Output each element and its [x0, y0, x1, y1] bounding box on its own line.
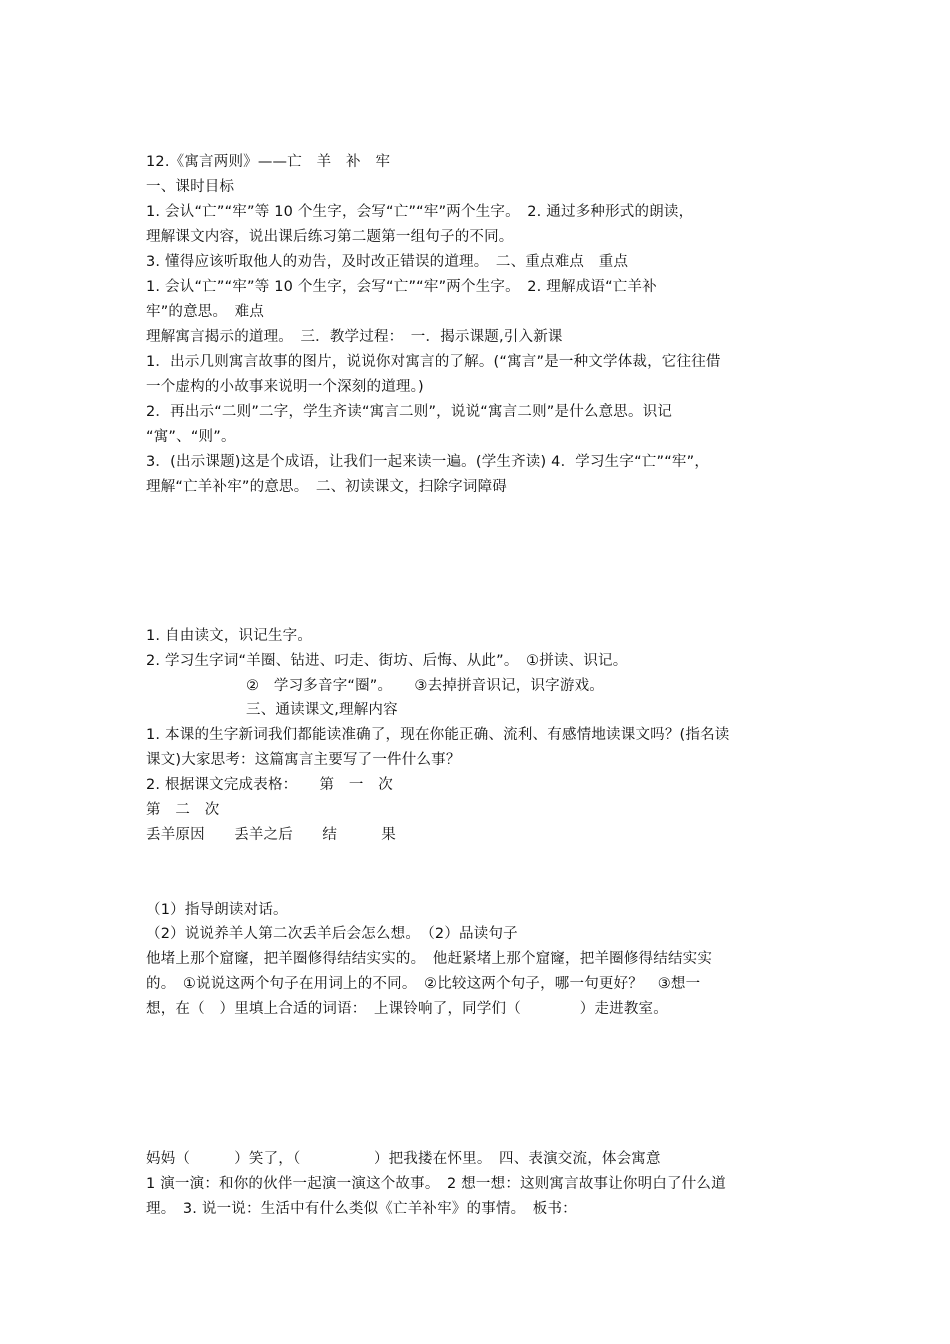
text-line: 2. 根据课文完成表格： 第 一 次 — [146, 777, 393, 793]
text-line: 2．再出示“二则”二字，学生齐读“寓言二则”，说说“寓言二则”是什么意思。识记 — [146, 404, 673, 420]
text-line: 妈妈（ ）笑了，（ ）把我搂在怀里。 四、表演交流，体会寓意 — [146, 1151, 661, 1167]
text-line: 想，在（ ）里填上合适的词语： 上课铃响了，同学们（ ）走进教室。 — [146, 1001, 668, 1017]
text-line: 3．(出示课题)这是个成语，让我们一起来读一遍。(学生齐读) 4．学习生字“亡”“牢”， — [146, 454, 710, 470]
doc-title: 12.《寓言两则》——亡 羊 补 牢 — [146, 154, 391, 170]
text-line: “寓”、“则”。 — [146, 429, 236, 445]
text-line: 1 演一演：和你的伙伴一起演一演这个故事。 2 想一想：这则寓言故事让你明白了什么道 — [146, 1176, 726, 1192]
text-line: 理解课文内容，说出课后练习第二题第一组句子的不同。 — [146, 229, 514, 245]
text-line: 理解寓言揭示的道理。 三．教学过程： 一．揭示课题,引入新课 — [146, 329, 563, 345]
text-line: 课文)大家思考：这篇寓言主要写了一件什么事？ — [146, 752, 461, 768]
text-line: 理。 3. 说一说：生活中有什么类似《亡羊补牢》的事情。 板书： — [146, 1201, 577, 1217]
text-line: 1. 自由读文，识记生字。 — [146, 628, 313, 644]
text-line: 他堵上那个窟窿，把羊圈修得结结实实的。 他赶紧堵上那个窟窿，把羊圈修得结结实实 — [146, 951, 713, 967]
text-line: 牢”的意思。 难点 — [146, 304, 265, 320]
text-line: （1）指导朗读对话。 — [146, 902, 288, 918]
text-line: 一个虚构的小故事来说明一个深刻的道理。) — [146, 379, 424, 395]
text-line: 1．出示几则寓言故事的图片，说说你对寓言的了解。(“寓言”是一种文学体裁，它往往借 — [146, 354, 721, 370]
text-line: 1. 本课的生字新词我们都能读准确了，现在你能正确、流利、有感情地读课文吗？(指名读 — [146, 727, 730, 743]
table-header-row: 丢羊原因 丢羊之后 结 果 — [146, 827, 396, 843]
text-line: 第 二 次 — [146, 802, 220, 818]
text-line: 理解“亡羊补牢”的意思。 二、初读课文，扫除字词障碍 — [146, 479, 507, 495]
text-line: （2）说说养羊人第二次丢羊后会怎么想。 （2）品读句子 — [146, 926, 518, 942]
text-line: ② 学习多音字“圈”。 ③去掉拼音识记，识字游戏。 — [246, 678, 604, 694]
section-heading-reading: 三、通读课文,理解内容 — [246, 702, 398, 718]
text-line: 2. 学习生字词“羊圈、钻进、叼走、街坊、后悔、从此”。 ①拼读、识记。 — [146, 653, 628, 669]
text-line: 的。 ①说说这两个句子在用词上的不同。 ②比较这两个句子，哪一句更好？ ③想一 — [146, 976, 701, 992]
section-heading-objectives: 一、课时目标 — [146, 179, 235, 195]
text-line: 1. 会认“亡”“牢”等 10 个生字，会写“亡”“牢”两个生字。 2. 理解成语“亡羊补 — [146, 279, 657, 295]
text-line: 3. 懂得应该听取他人的劝告，及时改正错误的道理。 二、重点难点 重点 — [146, 254, 629, 270]
text-line: 1. 会认“亡”“牢”等 10 个生字，会写“亡”“牢”两个生字。 2. 通过多种形式的朗读， — [146, 204, 694, 220]
